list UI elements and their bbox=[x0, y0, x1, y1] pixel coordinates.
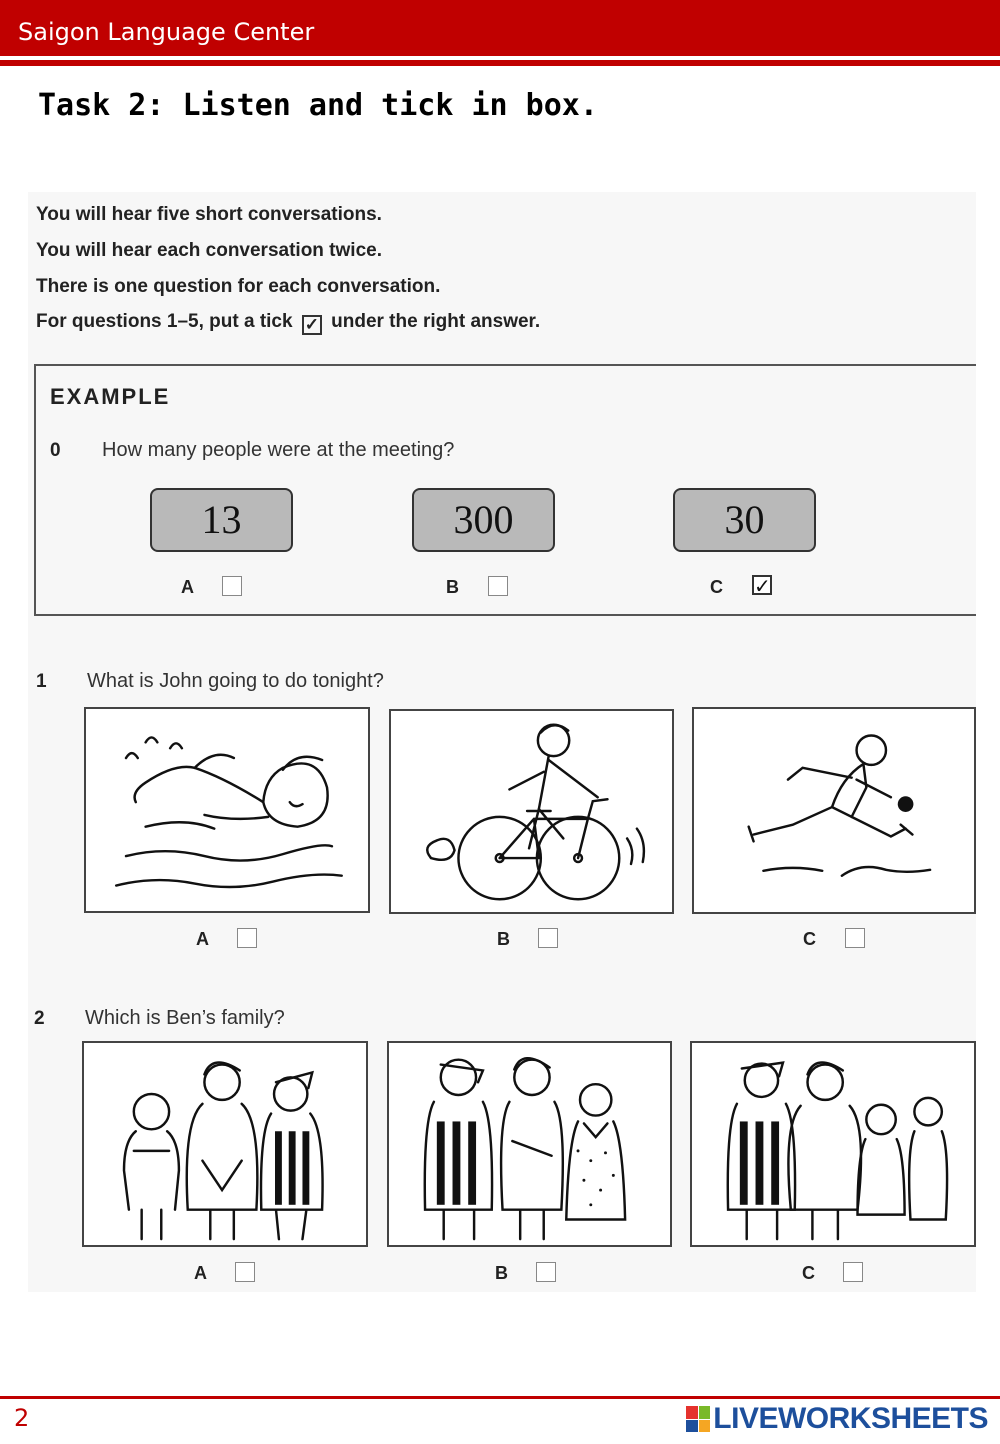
instruction-line-4-end: under the right answer. bbox=[331, 311, 541, 332]
example-checkbox-c[interactable]: ✓ bbox=[754, 574, 771, 598]
picture-family-c bbox=[690, 1041, 976, 1247]
q1-checkbox-c[interactable] bbox=[845, 928, 865, 948]
q1-checkbox-b[interactable] bbox=[538, 928, 558, 948]
family-b-drawing bbox=[389, 1043, 670, 1245]
logo-square-4 bbox=[699, 1420, 711, 1433]
q2-letter-b: B bbox=[495, 1263, 508, 1283]
footer-rule bbox=[0, 1396, 1000, 1399]
q2-letter-c: C bbox=[802, 1263, 815, 1283]
q1-letter-c: C bbox=[803, 929, 816, 949]
picture-family-a bbox=[82, 1041, 368, 1247]
q1-checkbox-a[interactable] bbox=[237, 928, 257, 948]
instruction-line-3: There is one question for each conversation. bbox=[36, 276, 441, 297]
instruction-line-4-start: For questions 1–5, put a tick bbox=[36, 311, 293, 332]
task-title: Task 2: Listen and tick in box. bbox=[38, 88, 598, 123]
example-checkbox-b[interactable] bbox=[488, 576, 508, 596]
question-1-text: What is John going to do tonight? bbox=[87, 670, 384, 692]
brand-name: LIVEWORKSHEETS bbox=[713, 1402, 988, 1435]
logo-square-3 bbox=[686, 1420, 698, 1433]
example-question: How many people were at the meeting? bbox=[102, 439, 455, 461]
picture-football bbox=[692, 707, 976, 914]
question-2-text: Which is Ben’s family? bbox=[85, 1007, 285, 1029]
page-number: 2 bbox=[14, 1404, 30, 1432]
footballer-drawing bbox=[694, 709, 974, 912]
family-c-drawing bbox=[692, 1043, 974, 1245]
example-card-a: 13 bbox=[150, 488, 293, 552]
logo-square-1 bbox=[686, 1406, 698, 1419]
center-name: Saigon Language Center bbox=[18, 18, 315, 46]
example-heading: EXAMPLE bbox=[50, 384, 171, 409]
page-header bbox=[0, 0, 1000, 56]
instruction-line-1: You will hear five short conversations. bbox=[36, 204, 382, 225]
cyclist-drawing bbox=[391, 711, 672, 912]
example-checkbox-a[interactable] bbox=[222, 576, 242, 596]
picture-cycling bbox=[389, 709, 674, 914]
example-letter-a: A bbox=[181, 577, 194, 597]
logo-square-2 bbox=[699, 1406, 711, 1419]
example-letter-b: B bbox=[446, 577, 459, 597]
header-rule bbox=[0, 60, 1000, 66]
instruction-line-4 bbox=[36, 311, 540, 335]
example-card-b: 300 bbox=[412, 488, 555, 552]
q2-checkbox-a[interactable] bbox=[235, 1262, 255, 1282]
q1-letter-a: A bbox=[196, 929, 209, 949]
question-2-number: 2 bbox=[34, 1008, 45, 1029]
picture-swimming bbox=[84, 707, 370, 913]
question-1-number: 1 bbox=[36, 671, 47, 692]
swimmer-drawing bbox=[86, 709, 368, 911]
q1-letter-b: B bbox=[497, 929, 510, 949]
liveworksheets-logo-icon bbox=[686, 1406, 710, 1432]
q2-checkbox-c[interactable] bbox=[843, 1262, 863, 1282]
example-letter-c: C bbox=[710, 577, 723, 597]
picture-family-b bbox=[387, 1041, 672, 1247]
family-a-drawing bbox=[84, 1043, 366, 1245]
instruction-line-2: You will hear each conversation twice. bbox=[36, 240, 382, 261]
example-card-c: 30 bbox=[673, 488, 816, 552]
tick-sample-icon: ✓ bbox=[302, 315, 322, 335]
q2-letter-a: A bbox=[194, 1263, 207, 1283]
q2-checkbox-b[interactable] bbox=[536, 1262, 556, 1282]
brand-link[interactable] bbox=[686, 1402, 988, 1436]
example-number: 0 bbox=[50, 440, 61, 461]
